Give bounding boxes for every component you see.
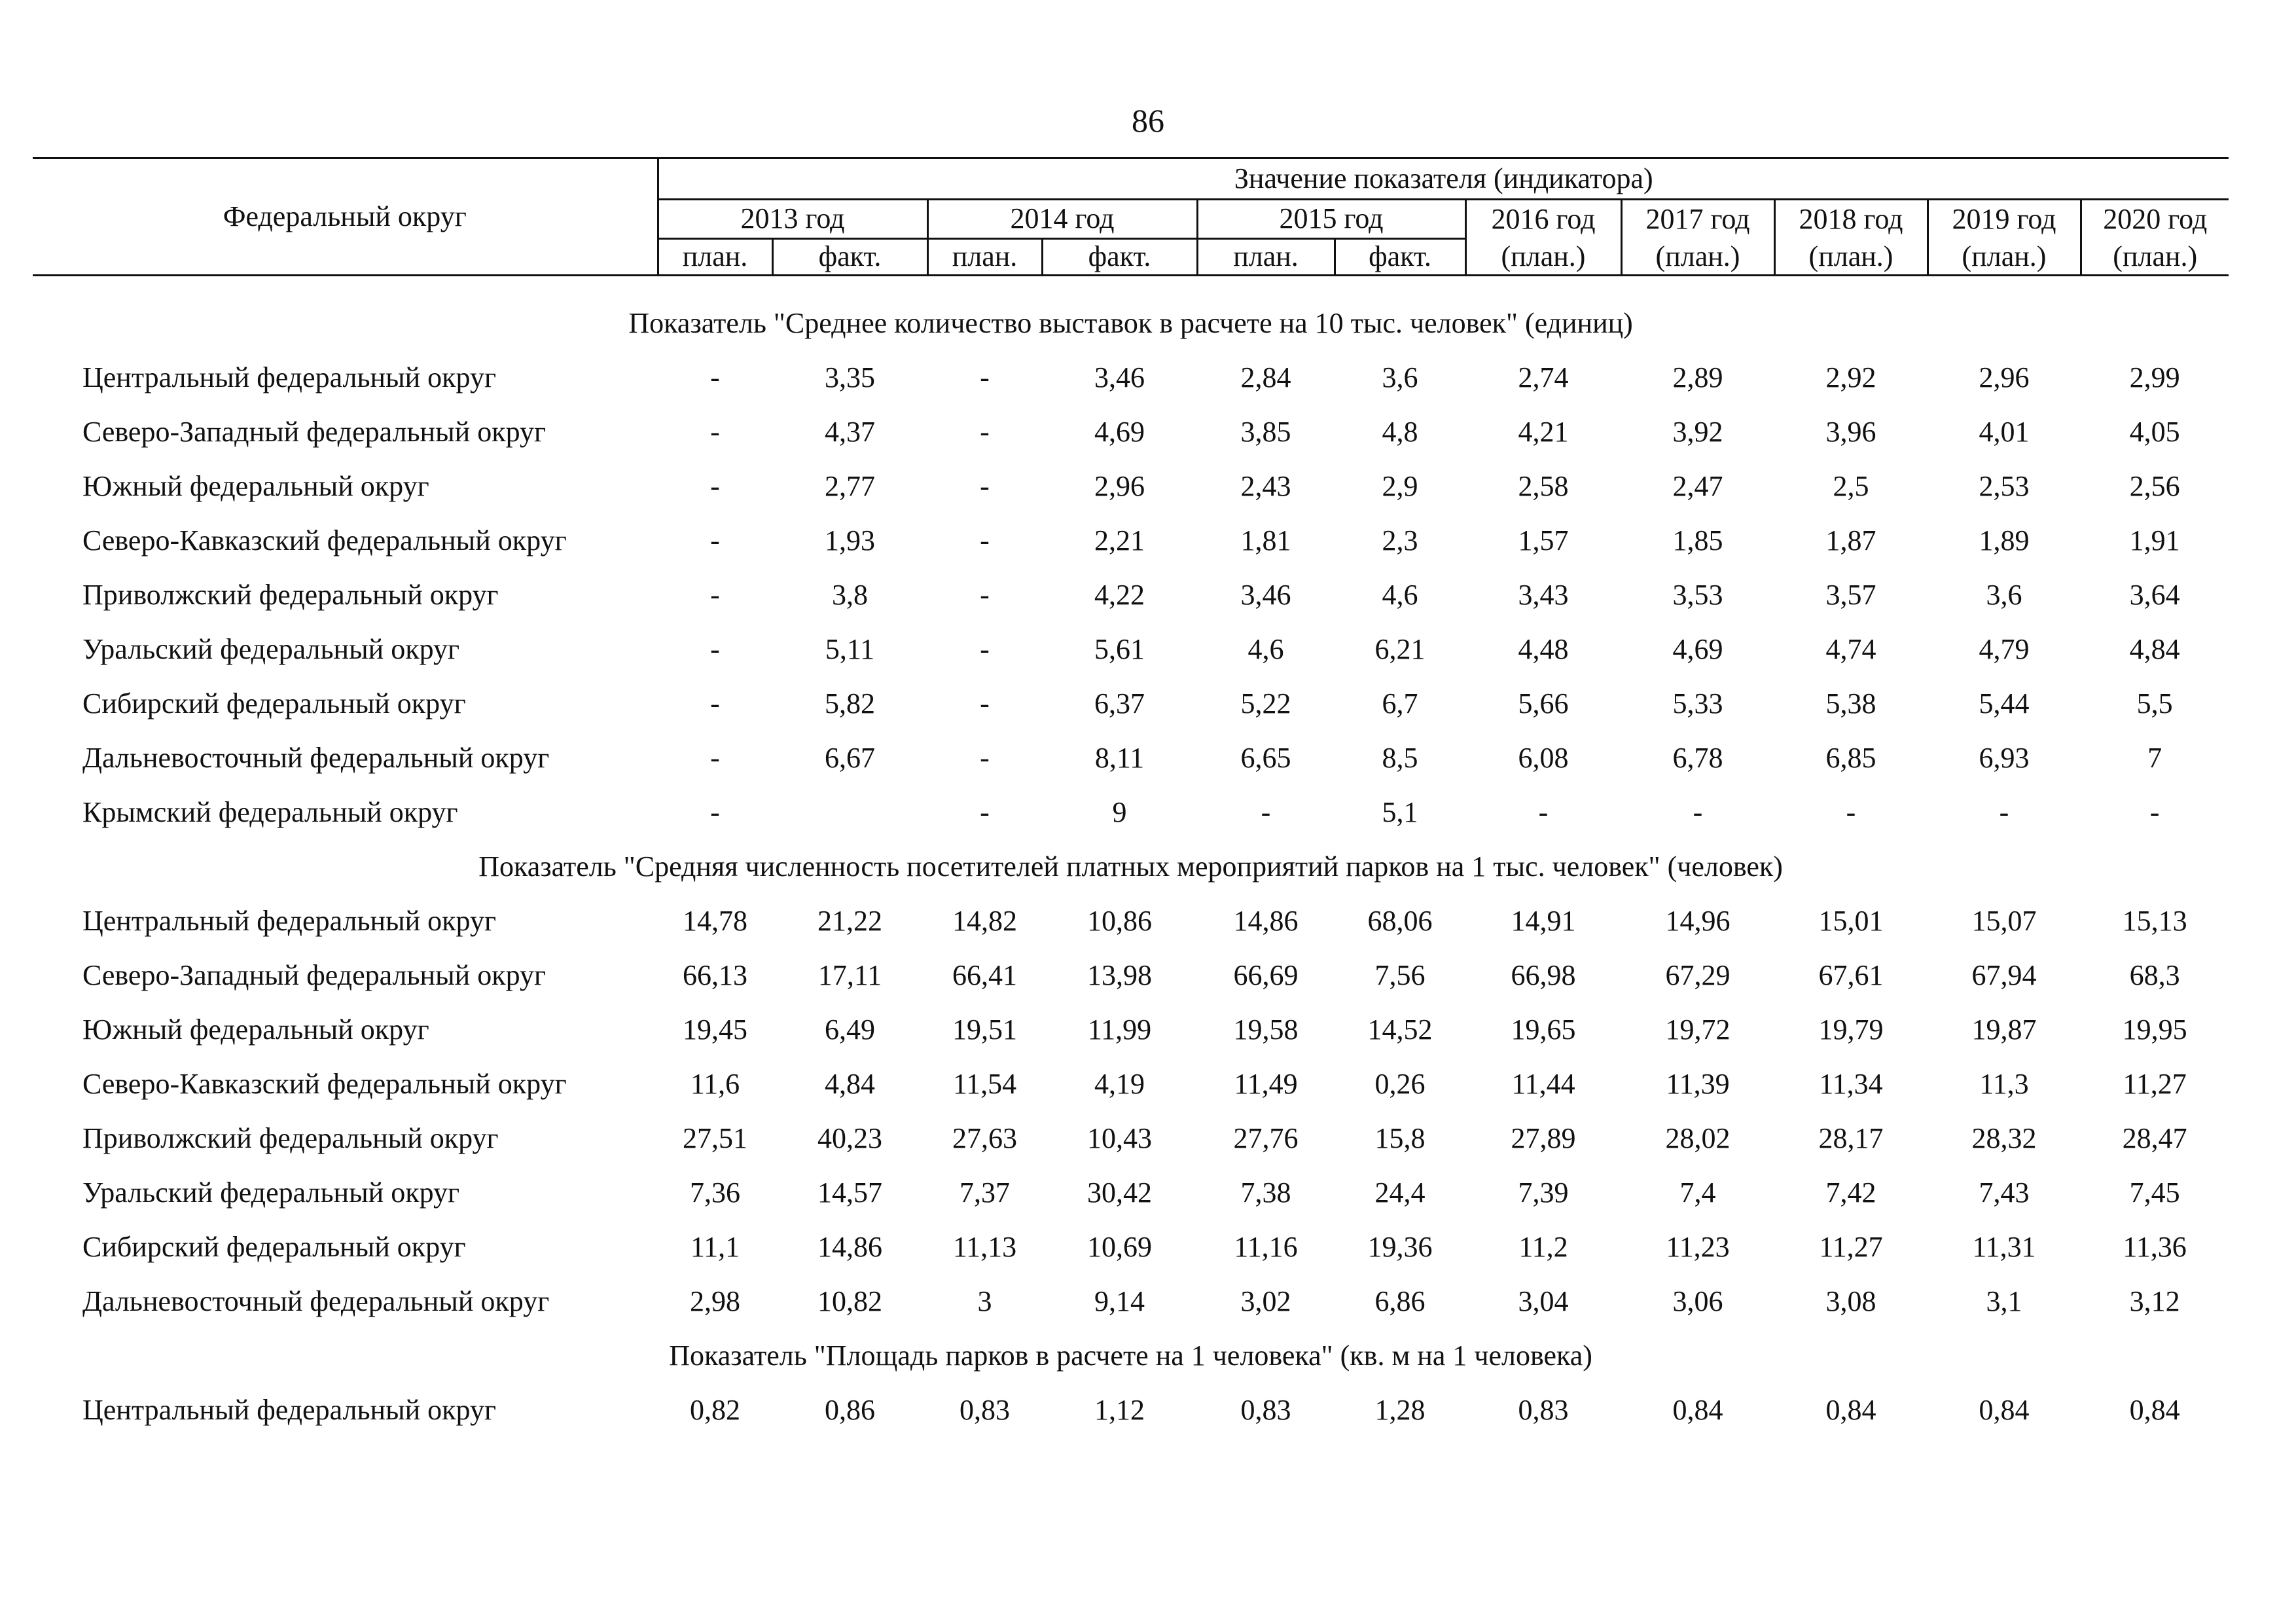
table-row [33,1220,2229,1274]
value-cell: 4,69 [1672,633,1723,665]
value-cell: - [710,687,720,720]
value-cell: 1,93 [825,524,875,556]
value-cell: 11,99 [1087,1013,1152,1046]
value-cell: 2,21 [1094,524,1145,556]
table-row [33,1002,2229,1057]
value-cell: - [980,470,990,502]
value-cell: 2,53 [1979,470,2030,502]
value-cell: 3,02 [1240,1285,1291,1317]
fact-header: факт. [1335,239,1465,276]
value-cell: 11,44 [1511,1068,1575,1100]
value-cell: 2,92 [1825,361,1876,393]
value-cell: 2,96 [1979,361,2030,393]
year-2015-header: 2015 год [1197,200,1465,239]
value-cell: 27,76 [1233,1122,1299,1154]
value-cell: 27,63 [952,1122,1017,1154]
year-2018-header: 2018 год [1774,200,1928,239]
fact-header: факт. [772,239,927,276]
section-title-row [33,1328,2229,1383]
plan-header: (план.) [2081,239,2229,276]
value-cell: 11,31 [1972,1231,2036,1263]
table-row [33,622,2229,676]
value-cell: 19,79 [1818,1013,1884,1046]
value-cell: 40,23 [817,1122,882,1154]
value-cell: 27,51 [683,1122,747,1154]
value-cell: 2,5 [1833,470,1869,502]
value-cell: 1,85 [1672,524,1723,556]
value-cell: 67,94 [1971,959,2037,991]
value-cell: 19,65 [1511,1013,1576,1046]
value-cell: - [710,796,720,828]
value-cell: 5,66 [1518,687,1569,720]
value-cell: 1,28 [1374,1394,1426,1426]
value-cell: 10,86 [1087,905,1152,937]
value-cell: - [1999,796,2009,828]
value-cell: - [980,687,990,720]
value-cell: 3,6 [1986,579,2022,611]
value-cell: 1,81 [1240,524,1291,556]
value-cell: 5,82 [825,687,875,720]
value-cell: 2,99 [2129,361,2180,393]
value-cell: 4,22 [1094,579,1145,611]
district-name: Северо-Западный федеральный округ [82,959,547,991]
district-name: Центральный федеральный округ [82,905,497,937]
value-cell: 5,11 [825,633,875,665]
district-name: Северо-Западный федеральный округ [82,416,547,448]
value-cell: 0,84 [1825,1394,1876,1426]
value-cell: 15,01 [1818,905,1884,937]
plan-header: (план.) [1465,239,1621,276]
value-cell: 67,29 [1665,959,1731,991]
data-table [33,296,2229,1437]
value-cell: 9 [1112,796,1127,828]
value-cell: 21,22 [817,905,882,937]
value-cell: 6,7 [1382,687,1418,720]
value-cell: 2,3 [1382,524,1418,556]
value-cell: - [980,742,990,774]
value-cell: - [980,633,990,665]
value-cell: 7,4 [1679,1176,1716,1209]
value-cell: 19,58 [1233,1013,1299,1046]
value-cell: 3,08 [1825,1285,1876,1317]
value-cell: 0,84 [1979,1394,2030,1426]
value-cell: 4,74 [1825,633,1876,665]
value-cell: 66,13 [683,959,747,991]
value-cell: 10,82 [817,1285,882,1317]
table-row [33,1383,2229,1437]
value-cell: 66,41 [952,959,1017,991]
value-cell: 11,1 [690,1231,740,1263]
value-cell: 28,17 [1818,1122,1884,1154]
district-name: Уральский федеральный округ [82,1176,460,1209]
plan-header: план. [658,239,772,276]
value-cell: - [710,524,720,556]
value-cell: 6,86 [1374,1285,1426,1317]
value-cell: 7,45 [2129,1176,2180,1209]
value-cell: 2,89 [1672,361,1723,393]
value-cell: 3,46 [1240,579,1291,611]
value-cell: 2,96 [1094,470,1145,502]
value-cell: - [710,633,720,665]
value-cell: 19,51 [952,1013,1017,1046]
table-row [33,948,2229,1002]
value-cell: 9,14 [1094,1285,1145,1317]
value-cell: 3,1 [1986,1285,2022,1317]
value-cell: 28,47 [2122,1122,2187,1154]
year-2019-header: 2019 год [1928,200,2081,239]
table-row [33,459,2229,513]
value-cell [772,785,927,839]
value-cell: 17,11 [817,959,882,991]
value-cell: 4,01 [1979,416,2030,448]
value-cell: 14,86 [817,1231,882,1263]
value-cell: 7,36 [690,1176,740,1209]
value-cell: 4,6 [1382,579,1418,611]
district-name: Центральный федеральный округ [82,361,497,393]
value-cell: 3,35 [825,361,875,393]
value-cell: 6,37 [1094,687,1145,720]
value-cell: 3,04 [1518,1285,1569,1317]
value-cell: 15,07 [1971,905,2037,937]
value-cell: 5,33 [1672,687,1723,720]
value-cell: 11,3 [1979,1068,2029,1100]
value-cell: - [710,470,720,502]
table-row [33,1111,2229,1165]
value-cell: 6,08 [1518,742,1569,774]
value-cell: - [710,361,720,393]
value-cell: 7 [2147,742,2162,774]
value-cell: 27,89 [1511,1122,1576,1154]
plan-header: план. [1197,239,1335,276]
table-row [33,731,2229,785]
value-cell: 6,78 [1672,742,1723,774]
value-cell: 4,6 [1247,633,1284,665]
value-cell: 0,83 [1518,1394,1569,1426]
section-title: Показатель "Среднее количество выставок в расчете на 10 тыс. человек" (единиц) [628,307,1633,339]
value-cell: 28,32 [1971,1122,2037,1154]
plan-header: план. [927,239,1042,276]
district-name: Центральный федеральный округ [82,1394,497,1426]
value-cell: 30,42 [1087,1176,1152,1209]
district-name: Южный федеральный округ [82,470,429,502]
value-cell: 4,19 [1094,1068,1145,1100]
value-cell: - [1538,796,1549,828]
table-row [33,785,2229,839]
value-cell: 11,34 [1819,1068,1883,1100]
value-cell: 1,89 [1979,524,2030,556]
value-cell: 3,46 [1094,361,1145,393]
value-cell: 19,95 [2122,1013,2187,1046]
value-cell: - [980,796,990,828]
section-title-row [33,839,2229,894]
value-cell: 68,3 [2129,959,2180,991]
value-cell: 0,84 [1672,1394,1723,1426]
value-cell: 24,4 [1374,1176,1426,1209]
value-cell: - [1261,796,1271,828]
value-cell: - [980,579,990,611]
value-cell: 68,06 [1367,905,1433,937]
indicator-value-header: Значение показателя (индикатора) [658,158,2229,200]
district-name: Сибирский федеральный округ [82,1231,466,1263]
year-2020-header: 2020 год [2103,203,2208,236]
value-cell: 1,91 [2129,524,2180,556]
value-cell: 5,22 [1240,687,1291,720]
value-cell: 2,47 [1672,470,1723,502]
value-cell: 14,82 [952,905,1017,937]
table-header [33,157,2229,276]
value-cell: 1,57 [1518,524,1569,556]
section-title: Показатель "Средняя численность посетителей платных мероприятий парков на 1 тыс. человек" (человек) [478,850,1783,883]
value-cell: 4,69 [1094,416,1145,448]
value-cell: 1,12 [1094,1394,1145,1426]
value-cell: 4,8 [1382,416,1418,448]
value-cell: 28,02 [1665,1122,1731,1154]
table-row [33,894,2229,948]
value-cell: 0,82 [690,1394,740,1426]
table-row [33,676,2229,731]
value-cell: 19,72 [1665,1013,1731,1046]
fact-header: факт. [1042,239,1197,276]
value-cell: - [980,416,990,448]
value-cell: 11,2 [1518,1231,1568,1263]
value-cell: 4,05 [2129,416,2180,448]
district-name: Южный федеральный округ [82,1013,429,1046]
value-cell: 8,11 [1094,742,1145,774]
table-row [33,1274,2229,1328]
district-name: Крымский федеральный округ [82,796,458,828]
value-cell: 3,06 [1672,1285,1723,1317]
district-name: Сибирский федеральный округ [82,687,466,720]
value-cell: 11,36 [2123,1231,2187,1263]
value-cell: 3,92 [1672,416,1723,448]
district-name: Дальневосточный федеральный округ [82,1285,550,1317]
value-cell: 2,9 [1382,470,1418,502]
value-cell: 7,37 [960,1176,1010,1209]
value-cell: 6,93 [1979,742,2030,774]
plan-header: (план.) [1621,239,1774,276]
value-cell: 66,98 [1511,959,1576,991]
table-row [33,405,2229,459]
district-name: Северо-Кавказский федеральный округ [82,524,567,556]
table-row [33,568,2229,622]
year-2016-header: 2016 год [1465,200,1621,239]
district-name: Приволжский федеральный округ [82,1122,499,1154]
value-cell: 66,69 [1233,959,1299,991]
value-cell: 6,67 [825,742,875,774]
value-cell: 3,64 [2129,579,2180,611]
value-cell: 5,44 [1979,687,2030,720]
value-cell: 5,1 [1382,796,1418,828]
value-cell: 14,78 [683,905,747,937]
value-cell: 6,65 [1240,742,1291,774]
value-cell: 3,96 [1825,416,1876,448]
value-cell: - [710,579,720,611]
value-cell: 7,38 [1240,1176,1291,1209]
district-name: Северо-Кавказский федеральный округ [82,1068,567,1100]
value-cell: 11,54 [952,1068,1017,1100]
value-cell: 10,43 [1087,1122,1152,1154]
value-cell: 4,79 [1979,633,2030,665]
value-cell: 2,77 [825,470,875,502]
value-cell: 11,16 [1234,1231,1298,1263]
value-cell: 19,87 [1971,1013,2037,1046]
value-cell: - [1693,796,1703,828]
value-cell: 2,74 [1518,361,1569,393]
district-name: Приволжский федеральный округ [82,579,499,611]
value-cell: 4,84 [2129,633,2180,665]
value-cell: 3,85 [1240,416,1291,448]
page-number: 86 [1132,102,1164,139]
value-cell: 19,36 [1367,1231,1433,1263]
value-cell: 3,43 [1518,579,1569,611]
value-cell: 3,6 [1382,361,1418,393]
year-2013-header: 2013 год [658,200,927,239]
value-cell: 0,84 [2129,1394,2180,1426]
value-cell: 14,96 [1665,905,1731,937]
value-cell: 4,21 [1518,416,1569,448]
value-cell: 11,39 [1666,1068,1730,1100]
value-cell: 7,56 [1374,959,1426,991]
value-cell: 13,98 [1087,959,1152,991]
value-cell: 6,49 [825,1013,875,1046]
year-2014-header: 2014 год [927,200,1197,239]
value-cell: 2,98 [690,1285,740,1317]
district-name: Уральский федеральный округ [82,633,460,665]
value-cell: - [980,524,990,556]
value-cell: 3,53 [1672,579,1723,611]
value-cell: 15,8 [1374,1122,1426,1154]
value-cell: 11,13 [952,1231,1017,1263]
value-cell: 10,69 [1087,1231,1152,1263]
value-cell: 11,49 [1234,1068,1298,1100]
value-cell: 2,43 [1240,470,1291,502]
value-cell: 11,23 [1666,1231,1730,1263]
table-row [33,1057,2229,1111]
value-cell: 2,58 [1518,470,1569,502]
value-cell: 14,52 [1367,1013,1433,1046]
value-cell: 1,87 [1825,524,1876,556]
district-name: Дальневосточный федеральный округ [82,742,550,774]
value-cell: 14,86 [1233,905,1299,937]
value-cell: 7,42 [1825,1176,1876,1209]
value-cell: - [980,361,990,393]
value-cell: 0,86 [825,1394,875,1426]
value-cell: 3,12 [2129,1285,2180,1317]
value-cell: 6,85 [1825,742,1876,774]
value-cell: 4,84 [825,1068,875,1100]
value-cell: 5,38 [1825,687,1876,720]
plan-header: (план.) [1928,239,2081,276]
year-2017-header: 2017 год [1621,200,1774,239]
plan-header: (план.) [1774,239,1928,276]
value-cell: 11,6 [690,1068,740,1100]
value-cell: 7,39 [1518,1176,1569,1209]
value-cell: - [710,742,720,774]
value-cell: 8,5 [1382,742,1418,774]
table-row [33,1165,2229,1220]
table-row [33,350,2229,405]
value-cell: 3 [977,1285,992,1317]
value-cell: 4,37 [825,416,875,448]
value-cell: 0,83 [1240,1394,1291,1426]
value-cell: 2,84 [1240,361,1291,393]
value-cell: 19,45 [683,1013,747,1046]
value-cell: 0,83 [960,1394,1010,1426]
value-cell: 7,43 [1979,1176,2030,1209]
value-cell: 6,21 [1374,633,1426,665]
section-title-row [33,296,2229,350]
value-cell: 67,61 [1818,959,1884,991]
value-cell: 15,13 [2122,905,2187,937]
value-cell: 5,5 [2136,687,2173,720]
value-cell: - [710,416,720,448]
district-column-header: Федеральный округ [33,158,658,276]
value-cell: 3,8 [832,579,868,611]
value-cell: 0,26 [1374,1068,1426,1100]
value-cell: - [2149,796,2160,828]
value-cell: 14,91 [1511,905,1576,937]
value-cell: 11,27 [2123,1068,2187,1100]
value-cell: 2,56 [2129,470,2180,502]
value-cell: 11,27 [1819,1231,1883,1263]
value-cell: 3,57 [1825,579,1876,611]
table-row [33,513,2229,568]
value-cell: 4,48 [1518,633,1569,665]
value-cell: 14,57 [817,1176,882,1209]
value-cell: 5,61 [1094,633,1145,665]
section-title: Показатель "Площадь парков в расчете на 1 человека" (кв. м на 1 человека) [669,1340,1592,1372]
value-cell: - [1846,796,1856,828]
